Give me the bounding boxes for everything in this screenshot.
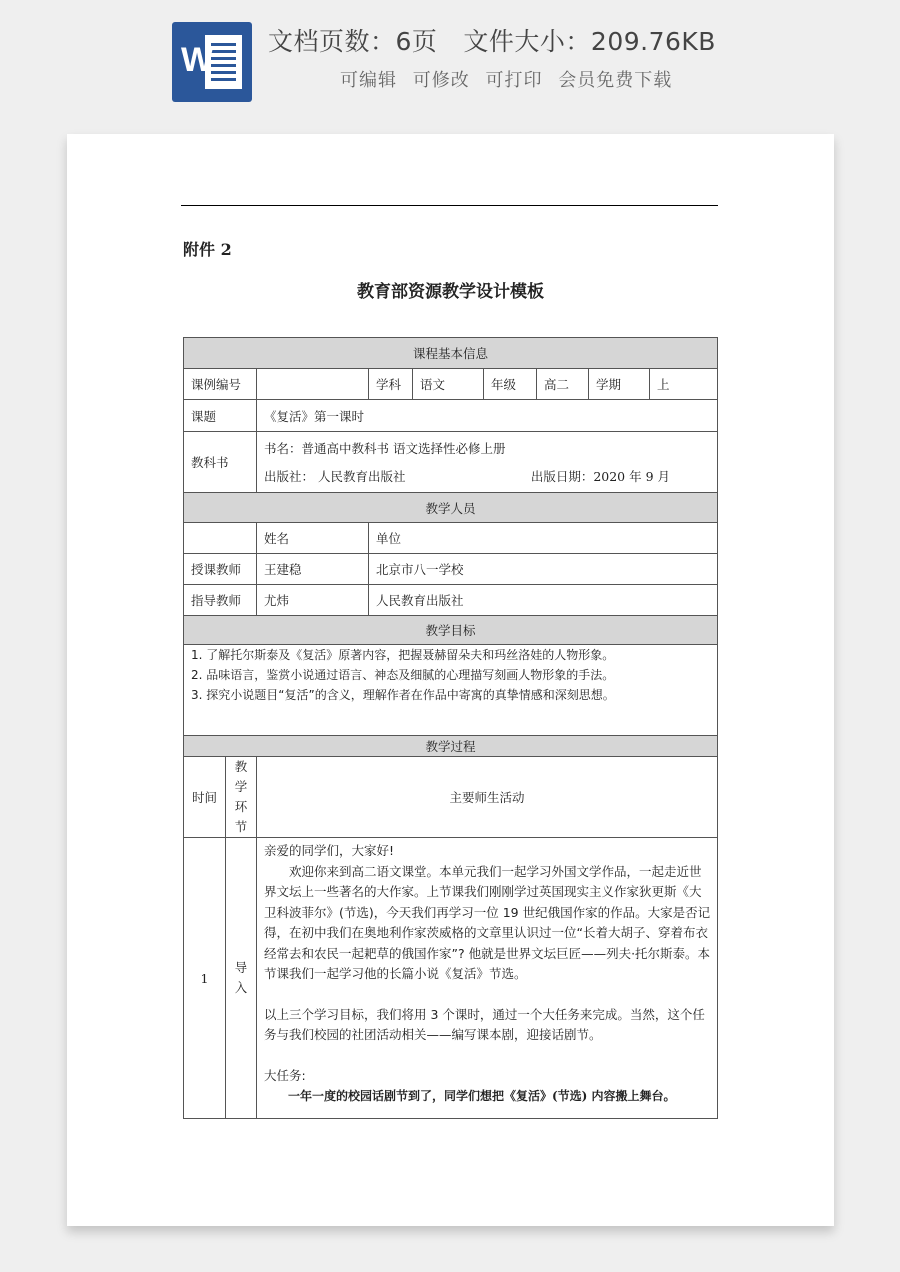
activity-intro: 欢迎你来到高二语文课堂。本单元我们一起学习外国文学作品，一起走近世界文坛上一些著名的大作家。上节课我们刚刚学过英国现实主义作家狄更斯《大卫科波菲尔》(节选)，今天我们再学习一位 19 世纪俄国作家的作品。大家是否记得，在初中我们在奥地利作家茨威格的文章里认识过一位“长着大胡子、穿着布衣经常去和农民一起耙草的俄国作家”? 他就是世界文坛巨匠——列夫·托尔斯泰。本节课我们一起学习他的长篇小说《复活》节选。 [264,863,711,981]
document-info-header [0,0,900,120]
document-page [67,134,834,1226]
feature-member-download: 会员免费下载 [558,70,673,91]
textbook-pub-date: 出版日期：2020 年 9 月 [530,469,671,484]
teaching-goals-list [184,645,718,736]
document-title: 教育部资源教学设计模板 [357,282,544,302]
stage-header-char: 学 [234,779,248,794]
activity-greeting: 亲爱的同学们，大家好! [264,843,395,858]
staff-unit: 人民教育出版社 [369,585,718,616]
textbook-publisher: 出版社： 人民教育出版社 [264,469,406,484]
feature-editable: 可编辑 [340,70,397,91]
case-number-value [257,369,369,400]
stage-char: 入 [234,980,248,995]
word-document-icon [172,22,252,102]
activity-task-label: 大任务: [264,1067,306,1083]
staff-role: 指导教师 [184,585,257,616]
activity-goals-note: 以上三个学习目标，我们将用 3 个课时，通过一个大任务来完成。当然，这个任务与我们校园的社团活动相关——编写课本剧，迎接话剧节。 [264,1006,705,1042]
textbook-label: 教科书 [184,432,257,493]
stage-header-char: 节 [234,819,248,834]
section-teaching-goals: 教学目标 [184,616,718,645]
process-row-activity [257,838,718,1119]
subject-value: 语文 [413,369,484,400]
staff-unit-header: 单位 [369,523,718,554]
goal-item: 3. 探究小说题目“复活”的含义，理解作者在作品中寄寓的真挚情感和深刻思想。 [191,688,615,702]
process-time-header: 时间 [184,757,226,838]
stage-header-char: 环 [234,799,248,814]
section-teaching-process: 教学过程 [184,736,718,757]
textbook-publisher-row [264,467,710,485]
attachment-label: 附件 2 [183,240,232,259]
staff-name: 尤炜 [257,585,369,616]
staff-role: 授课教师 [184,554,257,585]
process-stage-header [226,757,257,838]
feature-modifiable: 可修改 [412,70,470,91]
subject-label: 学科 [369,369,413,400]
stage-char: 导 [234,960,248,975]
teaching-design-table [183,337,718,1119]
section-teaching-staff: 教学人员 [184,493,718,523]
topic-value: 《复活》第一课时 [257,400,718,432]
staff-unit: 北京市八一学校 [369,554,718,585]
case-number-label: 课例编号 [184,369,257,400]
goal-item: 2. 品味语言，鉴赏小说通过语言、神态及细腻的心理描写刻画人物形象的手法。 [191,668,615,682]
word-icon-letter: W [180,41,214,79]
process-row-time: 1 [184,838,226,1119]
page-count: 文档页数：6页 [268,27,438,56]
goal-item: 1. 了解托尔斯泰及《复活》原著内容，把握聂赫留朵夫和玛丝洛娃的人物形象。 [191,648,615,662]
textbook-info [257,432,718,493]
activity-task-text: 一年一度的校园话剧节到了，同学们想把《复活》(节选) 内容搬上舞台。 [288,1089,676,1103]
grade-label: 年级 [484,369,537,400]
staff-name-header: 姓名 [257,523,369,554]
document-meta-title [268,22,716,58]
feature-printable: 可打印 [485,70,543,91]
file-size: 文件大小：209.76KB [463,27,716,56]
feature-list [340,66,672,92]
staff-role-header [184,523,257,554]
topic-label: 课题 [184,400,257,432]
textbook-name: 书名：普通高中教科书 语文选择性必修上册 [264,441,506,456]
process-activity-header: 主要师生活动 [257,757,718,838]
header-rule [181,205,718,206]
process-row-stage [226,838,257,1119]
grade-value: 高二 [537,369,589,400]
section-basic-info: 课程基本信息 [184,338,718,369]
stage-header-char: 教 [234,759,248,774]
staff-name: 王建稳 [257,554,369,585]
term-value: 上 [650,369,718,400]
term-label: 学期 [589,369,650,400]
